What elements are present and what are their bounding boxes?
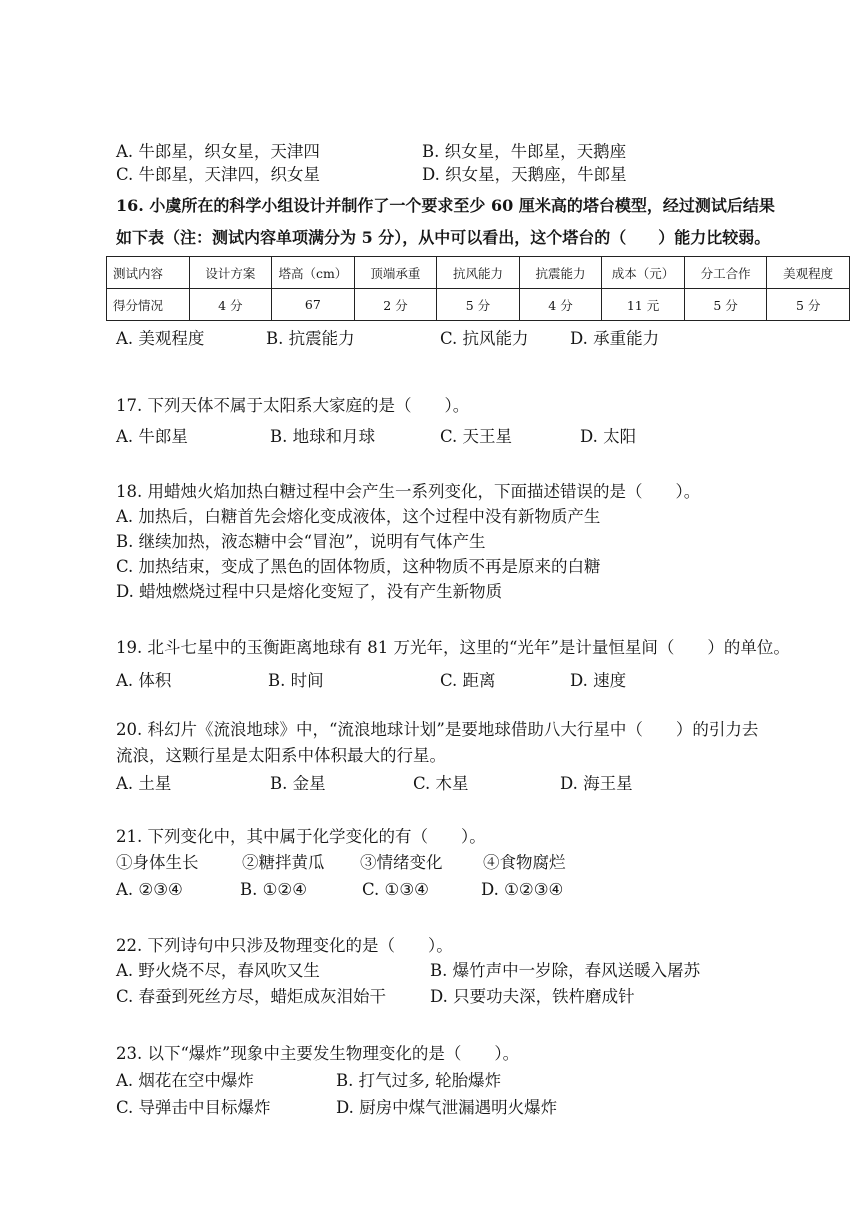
q20-option-b: B. 金星 [270,774,326,793]
q21-option-a: A. ②③④ [116,880,183,899]
q21-item-3: ③情绪变化 [360,853,443,872]
q16-option-c: C. 抗风能力 [440,329,529,348]
table-cell: 4 分 [189,289,272,321]
table-cell: 设计方案 [189,257,272,289]
table-cell: 分工合作 [684,257,767,289]
q22-stem: 22. 下列诗句中只涉及物理变化的是（ ）。 [116,936,453,955]
table-cell: 11 元 [602,289,685,321]
table-cell: 67 [272,289,355,321]
q23-option-c: C. 导弹击中目标爆炸 [116,1098,271,1117]
q23-stem: 23. 以下“爆炸”现象中主要发生物理变化的是（ ）。 [116,1044,520,1063]
q15-option-c: C. 牛郎星，天津四，织女星 [116,165,321,184]
q21-option-b: B. ①②④ [240,880,307,899]
q16-option-b: B. 抗震能力 [266,329,355,348]
table-cell: 抗震能力 [519,257,602,289]
q20-option-d: D. 海王星 [560,774,633,793]
q19-option-c: C. 距离 [440,671,496,690]
q18-option-a: A. 加热后，白糖首先会熔化变成液体，这个过程中没有新物质产生 [116,507,601,526]
q19-stem: 19. 北斗七星中的玉衡距离地球有 81 万光年，这里的“光年”是计量恒星间（ ）的单位。 [116,638,790,657]
q23-option-d: D. 厨房中煤气泄漏遇明火爆炸 [336,1098,558,1117]
q20-stem-line2: 流浪，这颗行星是太阳系中体积最大的行星。 [116,746,446,765]
q18-option-b: B. 继续加热，液态糖中会“冒泡”，说明有气体产生 [116,532,486,551]
q21-item-2: ②糖拌黄瓜 [242,853,325,872]
q21-stem: 21. 下列变化中，其中属于化学变化的有（ ）。 [116,827,486,846]
table-cell: 塔高（cm） [272,257,355,289]
q22-option-a: A. 野火烧不尽，春风吹又生 [116,961,320,980]
q21-option-d: D. ①②③④ [481,880,564,899]
table-cell: 5 分 [767,289,850,321]
table-cell: 5 分 [684,289,767,321]
table-cell: 得分情况 [107,289,190,321]
q15-option-d: D. 织女星，天鹅座，牛郎星 [422,165,627,184]
q22-option-d: D. 只要功夫深，铁杵磨成针 [430,987,635,1006]
table-cell: 美观程度 [767,257,850,289]
q21-item-4: ④食物腐烂 [483,853,566,872]
q16-score-table [106,256,850,321]
q18-stem: 18. 用蜡烛火焰加热白糖过程中会产生一系列变化，下面描述错误的是（ ）。 [116,482,701,501]
table-cell: 抗风能力 [437,257,520,289]
q17-option-a: A. 牛郎星 [116,427,188,446]
q17-option-b: B. 地球和月球 [270,427,376,446]
q15-option-b: B. 织女星，牛郎星，天鹅座 [422,142,627,161]
q21-option-c: C. ①③④ [362,880,429,899]
q16-option-a: A. 美观程度 [116,329,205,348]
table-cell: 顶端承重 [354,257,437,289]
q21-item-1: ①身体生长 [116,853,199,872]
q16-stem-line2: 如下表（注：测试内容单项满分为 5 分），从中可以看出，这个塔台的（ ）能力比较弱。 [116,228,771,247]
table-header-row [107,257,850,289]
q17-stem: 17. 下列天体不属于太阳系大家庭的是（ ）。 [116,396,470,415]
q16-stem-line1: 16. 小虞所在的科学小组设计并制作了一个要求至少 60 厘米高的塔台模型，经过测试后结果 [116,196,775,215]
table-cell: 5 分 [437,289,520,321]
q20-stem-line1: 20. 科幻片《流浪地球》中，“流浪地球计划”是要地球借助八大行星中（ ）的引力去 [116,720,759,739]
table-cell: 2 分 [354,289,437,321]
q22-option-b: B. 爆竹声中一岁除，春风送暖入屠苏 [430,961,701,980]
q19-option-d: D. 速度 [570,671,627,690]
q20-option-a: A. 土星 [116,774,172,793]
q15-option-a: A. 牛郎星，织女星，天津四 [116,142,320,161]
table-cell: 4 分 [519,289,602,321]
q19-option-a: A. 体积 [116,671,172,690]
q16-option-d: D. 承重能力 [570,329,660,348]
q18-option-c: C. 加热结束，变成了黑色的固体物质，这种物质不再是原来的白糖 [116,557,601,576]
table-cell: 测试内容 [107,257,190,289]
q23-option-b: B. 打气过多, 轮胎爆炸 [336,1071,502,1090]
q20-option-c: C. 木星 [413,774,469,793]
table-cell: 成本（元） [602,257,685,289]
q18-option-d: D. 蜡烛燃烧过程中只是熔化变短了，没有产生新物质 [116,582,503,601]
q23-option-a: A. 烟花在空中爆炸 [116,1071,254,1090]
q17-option-c: C. 天王星 [440,427,513,446]
table-row [107,289,850,321]
q17-option-d: D. 太阳 [580,427,637,446]
q22-option-c: C. 春蚕到死丝方尽，蜡炬成灰泪始干 [116,987,387,1006]
q19-option-b: B. 时间 [268,671,324,690]
